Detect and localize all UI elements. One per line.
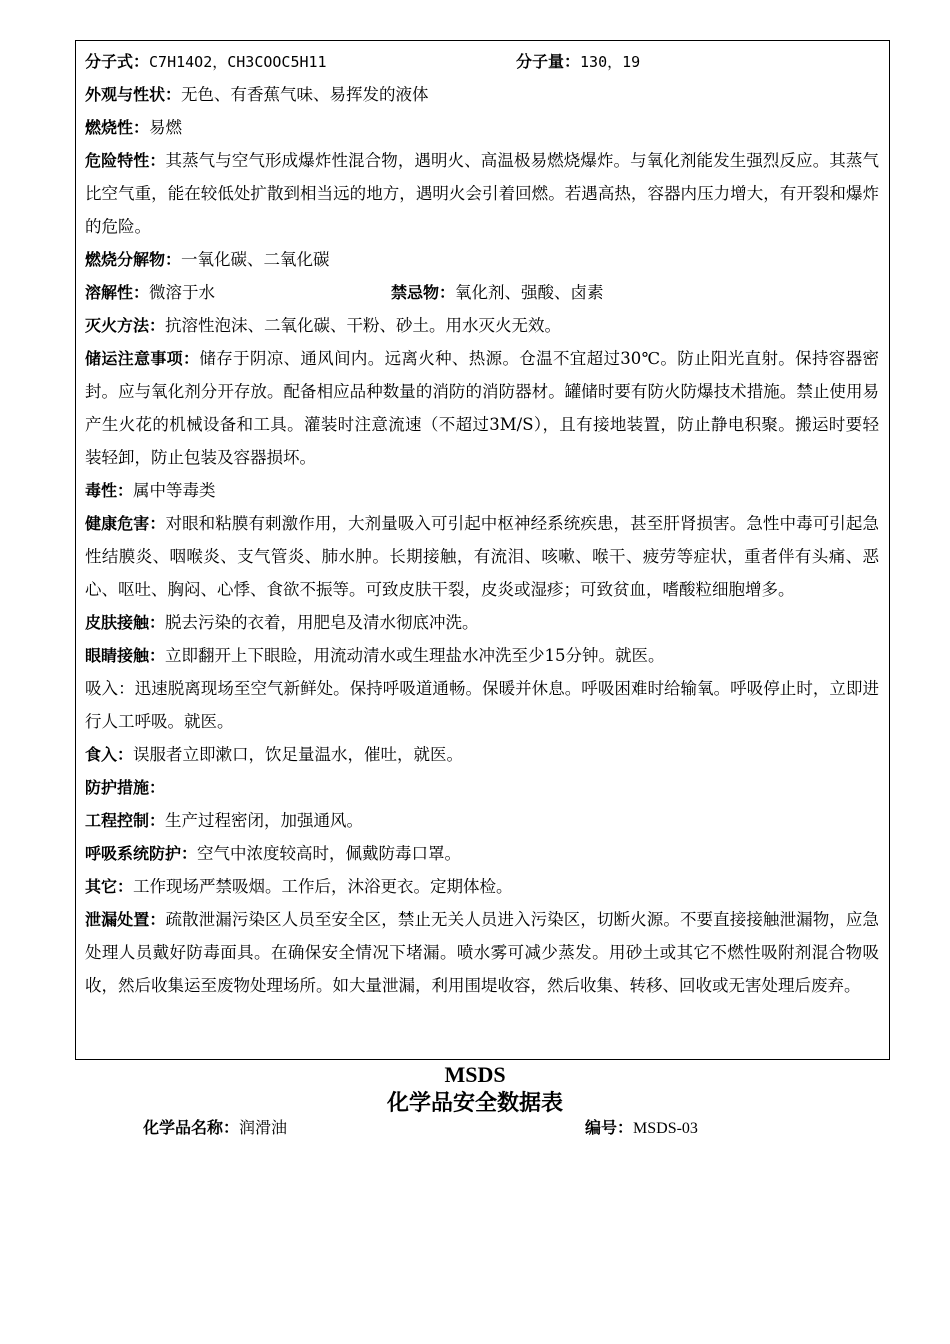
storage-paragraph	[85, 342, 879, 474]
code-field	[585, 1114, 698, 1143]
solubility-value: 微溶于水	[149, 283, 216, 302]
storage-label: 储运注意事项：	[85, 349, 200, 368]
appearance-row	[85, 78, 879, 111]
protect-row	[85, 771, 879, 804]
spill-value: 疏散泄漏污染区人员至安全区，禁止无关人员进入污染区，切断火源。不要直接接触泄漏物，应急处理人员戴好防毒面具。在确保安全情况下堵漏。喷水雾可减少蒸发。用砂土或其它不燃性吸附剂混合物吸收，然后收集运至废物处理场所。如大量泄漏，利用围堤收容，然后收集、转移、回收或无害处理后废弃。	[85, 910, 879, 995]
mw-value: 130，19	[580, 53, 641, 71]
fire-row	[85, 309, 879, 342]
health-label: 健康危害：	[85, 514, 166, 533]
combustion-value: 一氧化碳、二氧化碳	[181, 250, 330, 269]
other-row	[85, 870, 879, 903]
hazard-value: 其蒸气与空气形成爆炸性混合物，遇明火、高温极易燃烧爆炸。与氧化剂能发生强烈反应。其蒸气比空气重，能在较低处扩散到相当远的地方，遇明火会引着回燃。若遇高热，容器内压力增大，有开裂和爆炸的危险。	[85, 151, 879, 236]
combustion-row	[85, 243, 879, 276]
eye-label: 眼睛接触：	[85, 646, 166, 665]
other-label: 其它：	[85, 877, 134, 896]
skin-row	[85, 606, 879, 639]
incompat-value: 氧化剂、强酸、卤素	[455, 283, 604, 302]
flammability-row	[85, 111, 879, 144]
spill-paragraph	[85, 903, 879, 1002]
toxicity-row	[85, 474, 879, 507]
chemical-name-field	[143, 1114, 287, 1142]
code-value: MSDS-03	[633, 1120, 698, 1137]
respiratory-value: 空气中浓度较高时，佩戴防毒口罩。	[197, 844, 462, 863]
flammability-value: 易燃	[149, 118, 183, 137]
respiratory-label: 呼吸系统防护：	[85, 844, 198, 863]
chemical-name-label: 化学品名称：	[143, 1118, 240, 1137]
appearance-value: 无色、有香蕉气味、易挥发的液体	[181, 85, 429, 104]
formula-row	[85, 45, 879, 78]
incompat-field	[391, 276, 604, 309]
skin-value: 脱去污染的衣着，用肥皂及清水彻底冲洗。	[165, 613, 479, 632]
other-value: 工作现场严禁吸烟。工作后，沐浴更衣。定期体检。	[133, 877, 513, 896]
inhale-label: 吸入：	[85, 679, 135, 698]
spill-label: 泄漏处置：	[85, 910, 166, 929]
eye-value: 立即翻开上下眼睑，用流动清水或生理盐水冲洗至少15分钟。就医。	[165, 646, 665, 665]
inhale-paragraph	[85, 672, 879, 738]
solubility-row	[85, 276, 879, 309]
engineering-row	[85, 804, 879, 837]
hazard-paragraph	[85, 144, 879, 243]
hazard-label: 危险特性：	[85, 151, 166, 170]
fire-label: 灭火方法：	[85, 316, 166, 335]
mw-label: 分子量：	[516, 52, 581, 71]
respiratory-row	[85, 837, 879, 870]
code-label: 编号：	[585, 1118, 634, 1137]
toxicity-label: 毒性：	[85, 481, 134, 500]
chemical-name-value: 润滑油	[239, 1118, 288, 1137]
eye-row	[85, 639, 879, 672]
formula-value: C7H14O2，CH3COOC5H11	[149, 53, 327, 71]
fire-value: 抗溶性泡沫、二氧化碳、干粉、砂土。用水灭火无效。	[165, 316, 562, 335]
engineering-value: 生产过程密闭，加强通风。	[165, 811, 364, 830]
engineering-label: 工程控制：	[85, 811, 166, 830]
appearance-label: 外观与性状：	[85, 85, 182, 104]
ingest-row	[85, 738, 879, 771]
flammability-label: 燃烧性：	[85, 118, 150, 137]
solubility-label: 溶解性：	[85, 283, 150, 302]
health-paragraph	[85, 507, 879, 606]
health-value: 对眼和粘膜有刺激作用，大剂量吸入可引起中枢神经系统疾患，甚至肝肾损害。急性中毒可引起急性结膜炎、咽喉炎、支气管炎、肺水肿。长期接触，有流泪、咳嗽、喉干、疲劳等症状，重者伴有头痛、恶心、呕吐、胸闷、心悸、食欲不振等。可致皮肤干裂，皮炎或湿疹；可致贫血，嗜酸粒细胞增多。	[85, 514, 879, 599]
skin-label: 皮肤接触：	[85, 613, 166, 632]
msds-info-table	[75, 40, 890, 1060]
combustion-label: 燃烧分解物：	[85, 250, 182, 269]
msds-title: MSDS	[444, 1062, 506, 1087]
inhale-value: 迅速脱离现场至空气新鲜处。保持呼吸道通畅。保暖并休息。呼吸困难时给输氧。呼吸停止时，立即进行人工呼吸。就医。	[85, 679, 880, 731]
mw-field	[516, 45, 640, 78]
ingest-value: 误服者立即漱口，饮足量温水，催吐，就医。	[133, 745, 464, 764]
formula-label: 分子式：	[85, 52, 150, 71]
protect-label: 防护措施：	[85, 778, 166, 797]
incompat-label: 禁忌物：	[391, 283, 456, 302]
msds-subtitle: 化学品安全数据表	[386, 1091, 563, 1116]
toxicity-value: 属中等毒类	[133, 481, 216, 500]
storage-value: 储存于阴凉、通风间内。远离火种、热源。仓温不宜超过30℃。防止阳光直射。保持容器密封。应与氧化剂分开存放。配备相应品种数量的消防的消防器材。罐储时要有防火防爆技术措施。禁止使用易产生火花的机械设备和工具。灌装时注意流速（不超过3M/S），且有接地装置，防止静电积聚。搬运时要轻装轻卸，防止包装及容器损坏。	[85, 349, 879, 467]
ingest-label: 食入：	[85, 745, 134, 764]
